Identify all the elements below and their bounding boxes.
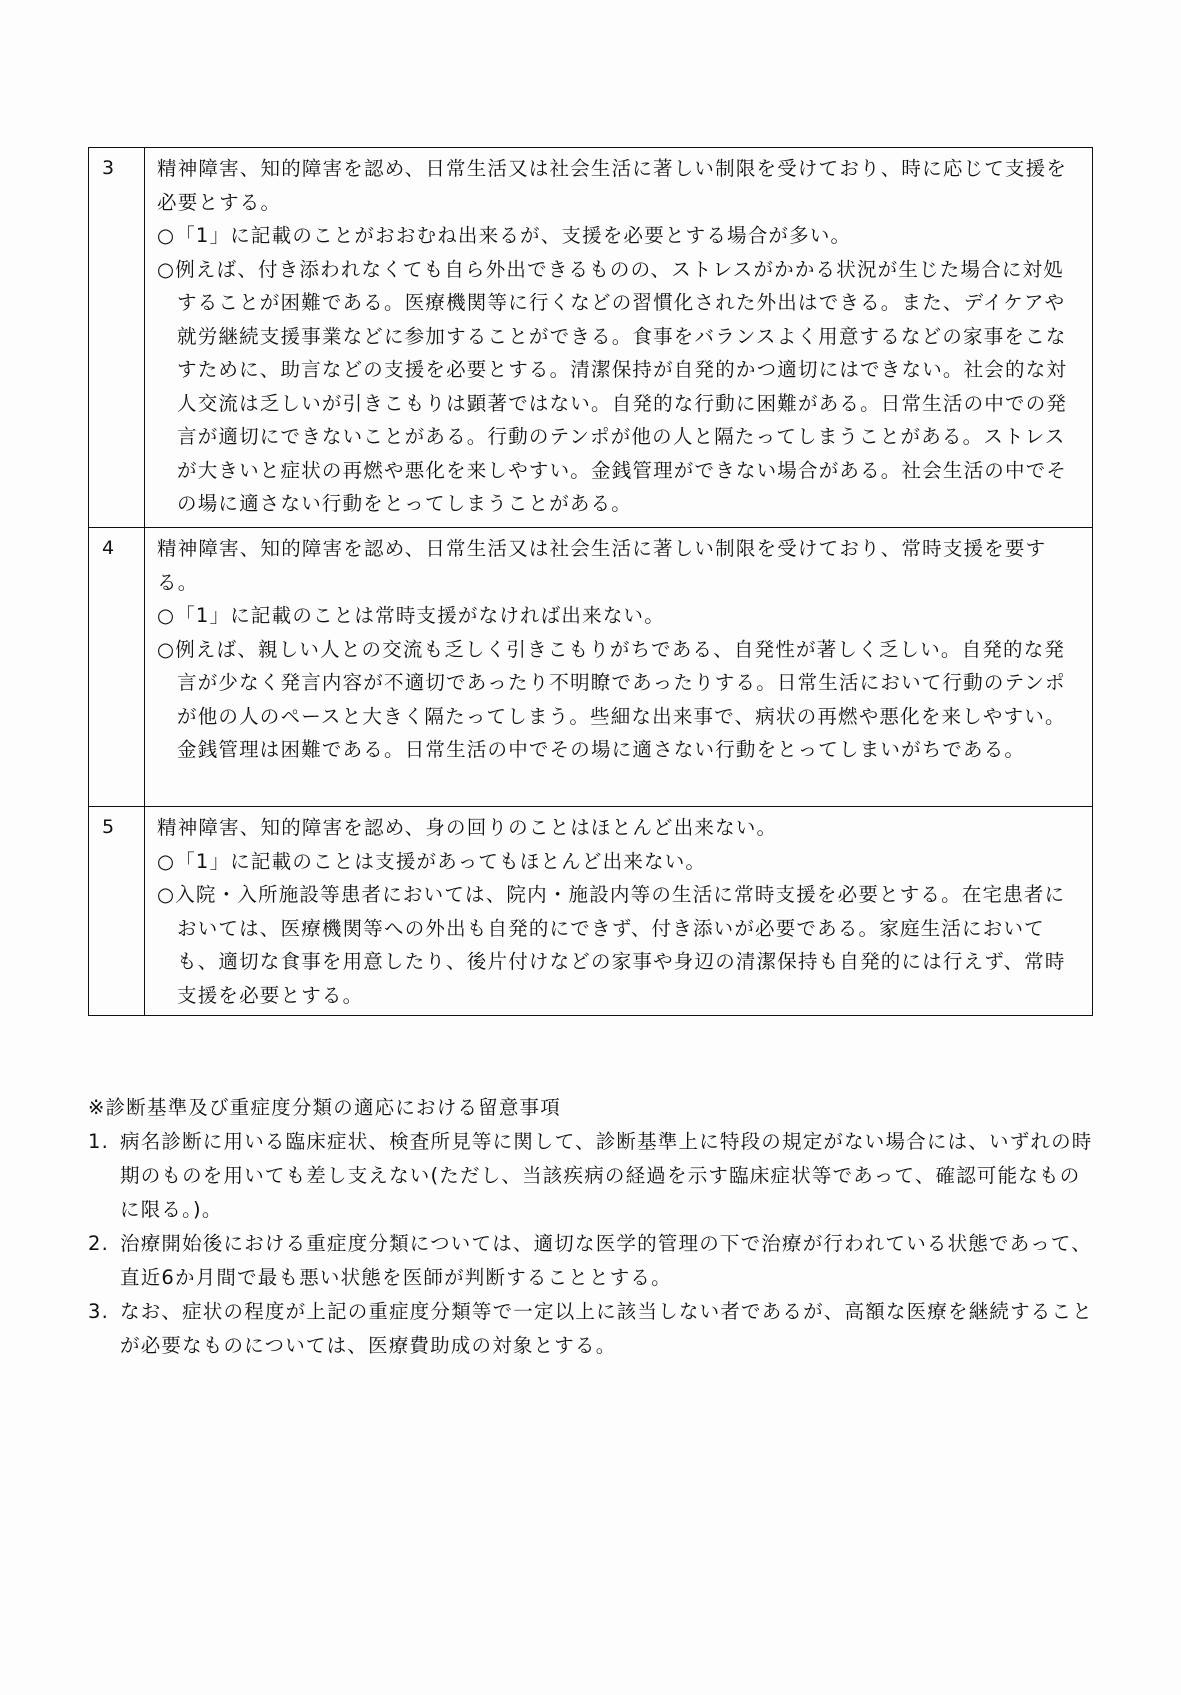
note-item	[88, 1125, 1098, 1227]
table-row-grade-5	[89, 807, 1093, 1016]
grade-number: 4	[89, 528, 145, 807]
grade-description	[145, 148, 1093, 528]
grade-number: 3	[89, 148, 145, 528]
grade-description	[145, 807, 1093, 1016]
grade-bullet: ○「1」に記載のことは支援があってもほとんど出来ない。	[157, 849, 707, 873]
note-item	[88, 1295, 1098, 1363]
note-number: 3.	[88, 1300, 110, 1323]
table-row-grade-3	[89, 148, 1093, 528]
notes-section	[88, 1091, 1098, 1363]
notes-title: ※診断基準及び重症度分類の適応における留意事項	[88, 1096, 561, 1119]
grade-summary: 精神障害、知的障害を認め、日常生活又は社会生活に著しい制限を受けており、時に応じて支援を必要とする。	[157, 157, 1068, 214]
grade-bullet: ○例えば、付き添われなくても自ら外出できるものの、ストレスがかかる状況が生じた場合に対処することが困難である。医療機関等に行くなどの習慣化された外出はできる。また、デイケアや就労継続支援事業などに参加することができる。食事をバランスよく用意するなどの家事をこなすために、助言などの支援を必要とする。清潔保持が自発的かつ適切にはできない。社会的な対人交流は乏しいが引きこもりは顕著ではない。自発的な行動に困難がある。日常生活の中での発言が適切にできないことがある。行動のテンポが他の人と隔たってしまうことがある。ストレスが大きいと症状の再燃や悪化を来しやすい。金銭管理ができない場合がある。社会生活の中でその場に適さない行動をとってしまうことがある。	[157, 257, 1068, 515]
grade-bullet: ○「1」に記載のことがおおむね出来るが、支援を必要とする場合が多い。	[157, 224, 852, 247]
grade-description	[145, 528, 1093, 807]
severity-grade-table	[88, 147, 1093, 1016]
grade-summary: 精神障害、知的障害を認め、日常生活又は社会生活に著しい制限を受けており、常時支援を要する。	[157, 537, 1047, 594]
note-item	[88, 1227, 1098, 1295]
grade-bullet: ○例えば、親しい人との交流も乏しく引きこもりがちである、自発性が著しく乏しい。自発的な発言が少なく発言内容が不適切であったり不明瞭であったりする。日常生活において行動のテンポが他の人のペースと大きく隔たってしまう。些細な出来事で、病状の再燃や悪化を来しやすい。金銭管理は困難である。日常生活の中でその場に適さない行動をとってしまいがちである。	[157, 637, 1066, 761]
note-number: 2.	[88, 1232, 110, 1255]
grade-bullet: ○「1」に記載のことは常時支援がなければ出来ない。	[157, 604, 665, 627]
note-text: 治療開始後における重症度分類については、適切な医学的管理の下で治療が行われている状態であって、直近6か月間で最も悪い状態を医師が判断することとする。	[120, 1232, 1092, 1289]
table-row-grade-4	[89, 528, 1093, 807]
note-text: なお、症状の程度が上記の重症度分類等で一定以上に該当しない者であるが、高額な医療を継続することが必要なものについては、医療費助成の対象とする。	[120, 1300, 1093, 1357]
grade-number: 5	[89, 807, 145, 1016]
grade-summary: 精神障害、知的障害を認め、身の回りのことはほとんど出来ない。	[157, 816, 778, 839]
note-text: 病名診断に用いる臨床症状、検査所見等に関して、診断基準上に特段の規定がない場合には、いずれの時期のものを用いても差し支えない(ただし、当該疾病の経過を示す臨床症状等であって、確認可能なものに限る。)。	[120, 1130, 1093, 1221]
note-number: 1.	[88, 1130, 110, 1153]
grade-bullet: ○入院・入所施設等患者においては、院内・施設内等の生活に常時支援を必要とする。在宅患者においては、医療機関等への外出も自発的にできず、付き添いが必要である。家庭生活においても、適切な食事を用意したり、後片付けなどの家事や身辺の清潔保持も自発的には行えず、常時支援を必要とする。	[157, 883, 1066, 1007]
